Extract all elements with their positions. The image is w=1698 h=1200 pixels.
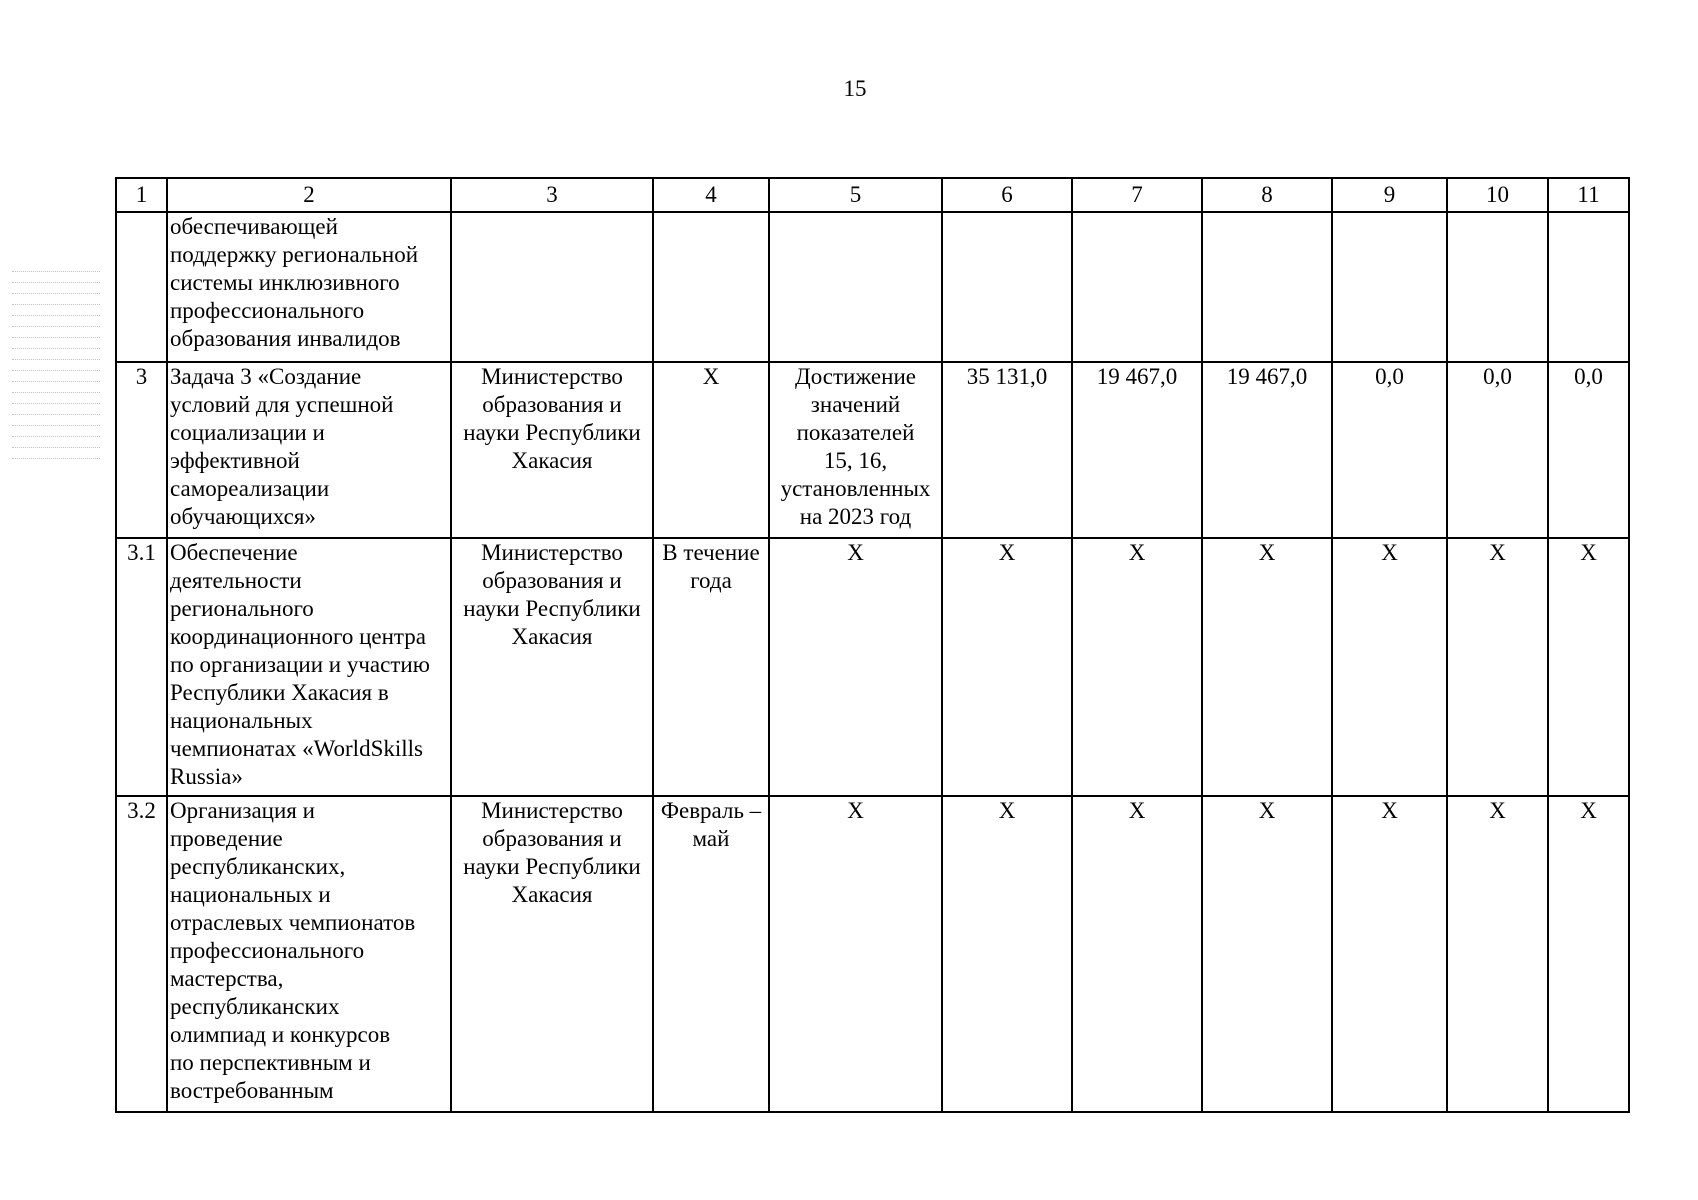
column-header: 11 <box>1548 178 1629 212</box>
table-row <box>116 362 1629 538</box>
period-cell <box>653 212 769 362</box>
row-number: 3.2 <box>116 796 167 1112</box>
table-header-row <box>116 178 1629 212</box>
table-row <box>116 212 1629 362</box>
value-cell: Х <box>1548 538 1629 796</box>
page-number: 15 <box>843 76 867 101</box>
value-cell <box>1332 212 1447 362</box>
plan-table <box>115 177 1630 1113</box>
measure-name: Обеспечение деятельности регионального координационного центра по организации и участию Республики Хакасия в национальных чемпионатах «WorldSkills Russia» <box>167 538 451 796</box>
value-cell: Х <box>1447 796 1548 1112</box>
value-cell: Х <box>942 538 1072 796</box>
value-cell: 0,0 <box>1447 362 1548 538</box>
value-cell: Х <box>1447 538 1548 796</box>
column-header: 6 <box>942 178 1072 212</box>
value-cell: Х <box>1072 796 1202 1112</box>
value-cell: 35 131,0 <box>942 362 1072 538</box>
result-cell <box>769 212 942 362</box>
value-cell: Х <box>1332 796 1447 1112</box>
value-cell: Х <box>1202 796 1332 1112</box>
value-cell <box>1072 212 1202 362</box>
column-header: 3 <box>451 178 653 212</box>
column-header: 1 <box>116 178 167 212</box>
value-cell: 19 467,0 <box>1072 362 1202 538</box>
executor-cell <box>451 212 653 362</box>
value-cell: 19 467,0 <box>1202 362 1332 538</box>
scan-artifact <box>12 262 100 482</box>
value-cell: Х <box>1332 538 1447 796</box>
column-header: 9 <box>1332 178 1447 212</box>
measure-name: обеспечивающей поддержку региональной системы инклюзивного профессионального образования инвалидов <box>167 212 451 362</box>
executor-cell: Министерство образования и науки Республики Хакасия <box>451 796 653 1112</box>
row-number <box>116 212 167 362</box>
value-cell: Х <box>1202 538 1332 796</box>
period-cell: Х <box>653 362 769 538</box>
column-header: 4 <box>653 178 769 212</box>
column-header: 10 <box>1447 178 1548 212</box>
row-number: 3.1 <box>116 538 167 796</box>
measure-name: Задача 3 «Создание условий для успешной социализации и эффективной самореализации обучающихся» <box>167 362 451 538</box>
row-number: 3 <box>116 362 167 538</box>
value-cell <box>1447 212 1548 362</box>
value-cell <box>1202 212 1332 362</box>
table-row <box>116 796 1629 1112</box>
period-cell: Февраль – май <box>653 796 769 1112</box>
result-cell: Х <box>769 796 942 1112</box>
value-cell: Х <box>1072 538 1202 796</box>
value-cell: Х <box>1548 796 1629 1112</box>
result-cell: Х <box>769 538 942 796</box>
column-header: 7 <box>1072 178 1202 212</box>
column-header: 5 <box>769 178 942 212</box>
result-cell: Достижение значений показателей 15, 16, установленных на 2023 год <box>769 362 942 538</box>
value-cell: 0,0 <box>1332 362 1447 538</box>
value-cell <box>1548 212 1629 362</box>
measure-name: Организация и проведение республиканских, национальных и отраслевых чемпионатов профессионального мастерства, республиканских олимпиад и конкурсов по перспективным и востребованным <box>167 796 451 1112</box>
value-cell: Х <box>942 796 1072 1112</box>
value-cell <box>942 212 1072 362</box>
column-header: 8 <box>1202 178 1332 212</box>
executor-cell: Министерство образования и науки Республики Хакасия <box>451 362 653 538</box>
value-cell: 0,0 <box>1548 362 1629 538</box>
executor-cell: Министерство образования и науки Республики Хакасия <box>451 538 653 796</box>
column-header: 2 <box>167 178 451 212</box>
table-row <box>116 538 1629 796</box>
period-cell: В течение года <box>653 538 769 796</box>
